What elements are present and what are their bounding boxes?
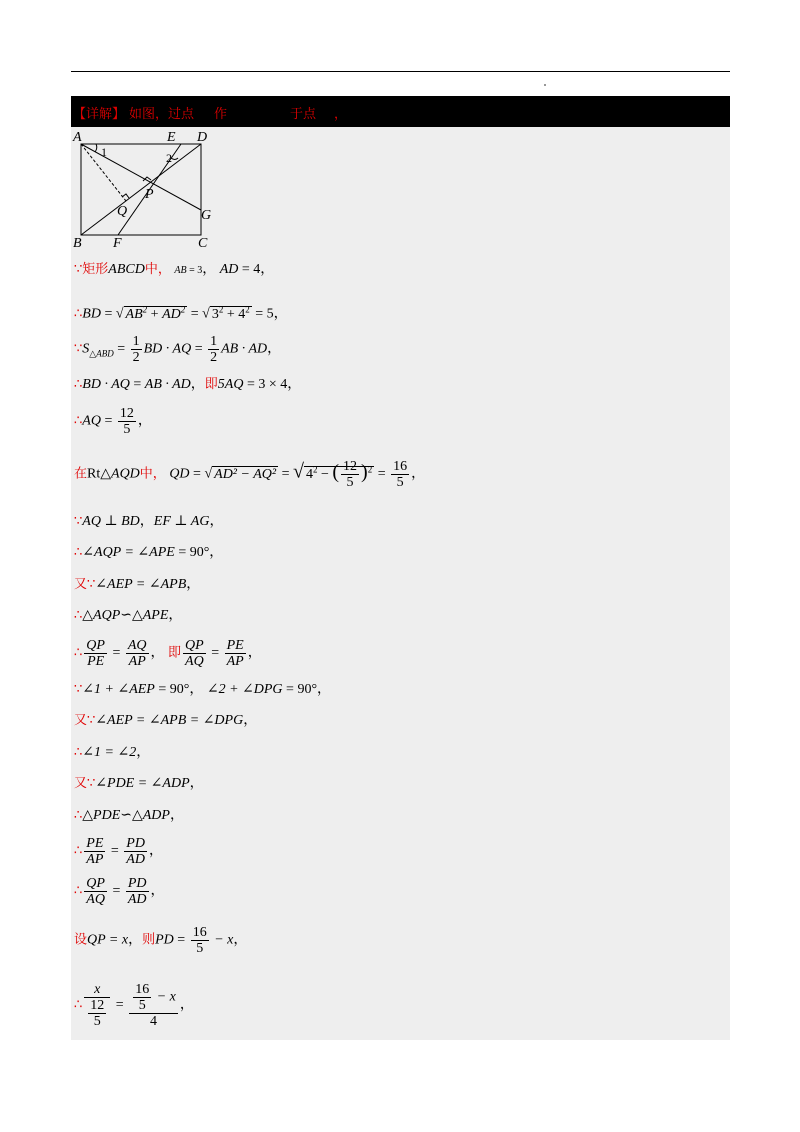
math-ad: AD [162, 306, 181, 322]
punct: ， [139, 514, 154, 529]
denominator: 2 [210, 350, 218, 365]
step-text: 设 [74, 932, 88, 948]
equals: = [207, 645, 223, 661]
header-text-b: 作 [214, 107, 228, 122]
denominator: AQ [86, 892, 105, 907]
header-rule [71, 71, 730, 72]
header-text-a: 如图，过点 [129, 107, 195, 122]
fraction [208, 334, 219, 365]
geometry-figure [71, 128, 231, 252]
label-g: G [201, 208, 212, 223]
denominator: 5 [196, 941, 204, 956]
math-bd: BD [82, 306, 101, 322]
math-expression: 5AQ [217, 377, 244, 392]
numerator: 1 [210, 334, 218, 349]
step-text: 即 [204, 377, 218, 392]
step-text: 又∵ [74, 776, 96, 791]
punct: ， [243, 713, 258, 728]
step-line-18 [74, 876, 165, 907]
exponent: 2 [367, 464, 373, 475]
step-line-15 [74, 775, 204, 793]
step-text: 中， [139, 466, 166, 482]
fraction [133, 982, 151, 1013]
equals: = [173, 932, 189, 948]
equals: = [374, 466, 390, 482]
step-text: 在 [74, 466, 88, 482]
label-angle-1: 1 [101, 145, 107, 159]
punct: ， [267, 341, 282, 357]
numerator [129, 982, 178, 1014]
math-value: = 3 [186, 265, 203, 276]
header-text-d: ， [334, 107, 348, 122]
math-aqd: AQD [111, 466, 140, 482]
label-c: C [198, 236, 208, 251]
because-symbol: ∵ [74, 682, 83, 697]
header-text-c: 于点 [290, 107, 317, 122]
therefore-symbol: ∴ [74, 306, 83, 322]
equals: = [189, 466, 205, 482]
number: + 4 [223, 306, 246, 322]
math-pd: PD [155, 932, 174, 948]
result: = 5， [251, 306, 288, 322]
step-line-20 [74, 982, 194, 1029]
math-aq: AQ [82, 413, 101, 429]
math-rt: Rt△ [87, 466, 112, 482]
solution-header-bar [71, 96, 730, 127]
math-expression: ∠AEP = ∠APB [95, 577, 187, 592]
math-expression: − x [210, 932, 234, 948]
denominator: AD [127, 892, 147, 907]
math-expression: AB · AD [144, 377, 191, 392]
punct: ， [169, 808, 184, 823]
math-value: = 90°， [154, 682, 204, 697]
numerator: AQ [127, 638, 147, 653]
sqrt-expression [210, 306, 252, 322]
label-e: E [167, 130, 176, 145]
denominator: 5 [396, 475, 404, 490]
numerator: PE [226, 638, 244, 653]
denominator: AQ [185, 654, 204, 669]
denominator: 5 [346, 475, 354, 490]
numerator: 16 [192, 925, 207, 940]
denominator: AP [128, 654, 146, 669]
numerator: PD [126, 836, 145, 851]
label-q: Q [117, 204, 128, 219]
punct: ， [233, 932, 248, 948]
punct: ， [202, 262, 217, 277]
math-ad: AD [219, 262, 239, 277]
denominator: AP [86, 852, 104, 867]
math-expression: BD · AQ [82, 377, 130, 392]
math-expression: ∠PDE = ∠ADP [95, 776, 190, 791]
math-qd: QD [169, 466, 190, 482]
fraction [131, 334, 142, 365]
denominator: AP [226, 654, 244, 669]
minus: − [317, 466, 333, 482]
step-line-19 [74, 925, 247, 956]
punct: ， [136, 745, 151, 760]
sqrt-expression: AD² − AQ² [214, 466, 277, 482]
denominator: 5 [93, 1014, 101, 1029]
label-d: D [197, 130, 208, 145]
exponent: 2 [218, 304, 224, 314]
step-line-14 [74, 744, 150, 762]
step-line-1 [74, 261, 274, 280]
step-line-12 [74, 681, 331, 699]
fraction [84, 876, 107, 907]
step-line-6: 在Rt△AQD中， QD = √ AD² − AQ² = √ $4^2$ − ( $\frac{12}{5}$ )$^2$ = $\frac{16}{5}$ ， [74, 459, 426, 490]
equals: = [107, 843, 123, 859]
denominator: AD [126, 852, 145, 867]
math-expression: ∠2 + ∠DPG [206, 682, 283, 697]
math-s: S [82, 341, 90, 357]
numerator: QP [86, 638, 105, 653]
math-ab: AB [174, 265, 187, 276]
math-expression: QP = x [87, 932, 129, 948]
math-expression: − x [153, 989, 176, 1005]
numerator: QP [86, 876, 105, 891]
plus: + [147, 306, 163, 322]
math-expression: △PDE∽△ADP [82, 808, 170, 823]
therefore-symbol: ∴ [74, 808, 83, 823]
punct: ， [186, 577, 201, 592]
math-abcd: ABCD [108, 262, 145, 277]
fraction [86, 998, 108, 1029]
step-line-7 [74, 513, 223, 531]
fraction [84, 836, 105, 867]
math-expression: △AQP∽△APE [82, 608, 169, 623]
fraction [225, 638, 246, 669]
math-expression: ∠AEP = ∠APB = ∠DPG [95, 713, 244, 728]
label-p: P [145, 187, 154, 202]
fraction [126, 876, 149, 907]
label-a: A [73, 130, 82, 145]
numerator: PD [127, 876, 147, 891]
step-line-8 [74, 544, 223, 562]
exponent: 2 [142, 304, 148, 314]
equals: = [108, 883, 124, 899]
number: 4 [305, 466, 313, 482]
math-expression: BD · AQ [143, 341, 192, 357]
angle-1-arc [95, 144, 97, 152]
punct: ， [189, 776, 204, 791]
equals: = [113, 341, 129, 357]
step-line-16 [74, 807, 184, 825]
punct: ， [179, 997, 194, 1013]
punct: ， [168, 608, 183, 623]
label-f: F [113, 236, 122, 251]
denominator: 2 [132, 350, 140, 365]
equals: = [112, 997, 128, 1013]
equals: = [100, 306, 116, 322]
denominator: PE [87, 654, 105, 669]
math-value: = 90°， [174, 545, 224, 560]
punct: ， [209, 514, 224, 529]
step-text: 又∵ [74, 713, 96, 728]
math-expression: ∠AQP = ∠APE [82, 545, 175, 560]
exponent: 2 [245, 304, 250, 314]
therefore-symbol: ∴ [74, 883, 83, 899]
step-text: ∵矩形 [74, 262, 109, 277]
solution-label: 【详解】 [73, 107, 126, 122]
denominator: 5 [138, 998, 146, 1013]
step-text: 中， [144, 262, 171, 277]
fraction [391, 459, 409, 490]
punct: ， [128, 932, 143, 948]
numerator: PE [86, 836, 104, 851]
punct: ， [260, 262, 275, 277]
diagonal-bd [81, 144, 201, 235]
therefore-symbol: ∴ [74, 377, 83, 392]
punct: ， [411, 466, 426, 482]
therefore-symbol: ∴ [74, 645, 83, 661]
math-expression: AQ ⊥ BD [82, 514, 140, 529]
therefore-symbol: ∴ [74, 843, 83, 859]
numerator: 12 [90, 998, 105, 1013]
fraction [183, 638, 206, 669]
step-line-11 [74, 638, 262, 669]
label-angle-2: 2 [166, 151, 172, 165]
label-b: B [73, 236, 82, 251]
fraction [124, 836, 147, 867]
step-line-10 [74, 607, 182, 625]
math-expression: EF ⊥ AG [153, 514, 210, 529]
numerator: 16 [135, 982, 150, 997]
line-ag [81, 144, 201, 210]
complex-fraction [84, 982, 110, 1029]
because-symbol: ∵ [74, 514, 83, 529]
numerator: QP [185, 638, 204, 653]
therefore-symbol: ∴ [74, 413, 83, 429]
exponent: 2 [180, 304, 186, 314]
fraction [84, 638, 107, 669]
denominator: 4 [150, 1014, 158, 1029]
complex-fraction [129, 982, 178, 1029]
fraction [118, 406, 136, 437]
numerator: 1 [132, 334, 140, 349]
math-value: = 3 × 4， [243, 377, 302, 392]
punct: ， [137, 413, 152, 429]
punct: ， [247, 645, 262, 661]
fraction [341, 459, 359, 490]
equals: = [187, 306, 203, 322]
angle-2-arc [171, 158, 178, 160]
fraction [126, 638, 149, 669]
numerator: x [84, 982, 110, 998]
because-symbol: ∵ [74, 341, 83, 357]
therefore-symbol: ∴ [74, 545, 83, 560]
math-expression: AB · AD [221, 341, 268, 357]
sqrt-expression: $4^2$ − ( $\frac{12}{5}$ )$^2$ [305, 459, 373, 490]
step-line-2: ∴BD = √ $AB^2 + AD^2$ = √ $3^2 + 4^2 = 5$， [74, 304, 288, 322]
subscript: △ABD [89, 348, 114, 359]
step-line-13 [74, 712, 257, 730]
step-line-4 [74, 376, 301, 394]
punct: ， [150, 645, 165, 661]
numerator: 12 [343, 459, 358, 474]
therefore-symbol: ∴ [74, 745, 83, 760]
step-line-3 [74, 334, 281, 365]
numerator: 16 [393, 459, 408, 474]
math-value: = 90°， [282, 682, 332, 697]
step-text: 即 [168, 645, 182, 661]
step-line-17 [74, 836, 163, 867]
step-text: 又∵ [74, 577, 96, 592]
therefore-symbol: ∴ [74, 608, 83, 623]
number: 3 [211, 306, 219, 322]
punct: ， [148, 843, 163, 859]
equals: = [129, 377, 145, 392]
step-line-9 [74, 576, 200, 594]
fraction [191, 925, 209, 956]
sqrt-expression [124, 306, 188, 322]
therefore-symbol: ∴ [74, 997, 83, 1013]
math-value: = 4 [238, 262, 261, 277]
math-ab: AB [125, 306, 143, 322]
step-line-5 [74, 406, 152, 437]
denominator: 5 [123, 422, 131, 437]
math-expression: ∠1 + ∠AEP [82, 682, 155, 697]
numerator: 12 [119, 406, 134, 421]
equals: = [191, 341, 207, 357]
header-dot [544, 84, 546, 86]
equals: = [278, 466, 293, 482]
equals: = [100, 413, 116, 429]
equals: = [108, 645, 124, 661]
punct: ， [150, 883, 165, 899]
exponent: 2 [312, 464, 318, 475]
step-text: 则 [142, 932, 156, 948]
math-expression: ∠1 = ∠2 [82, 745, 137, 760]
punct: ， [190, 377, 205, 392]
